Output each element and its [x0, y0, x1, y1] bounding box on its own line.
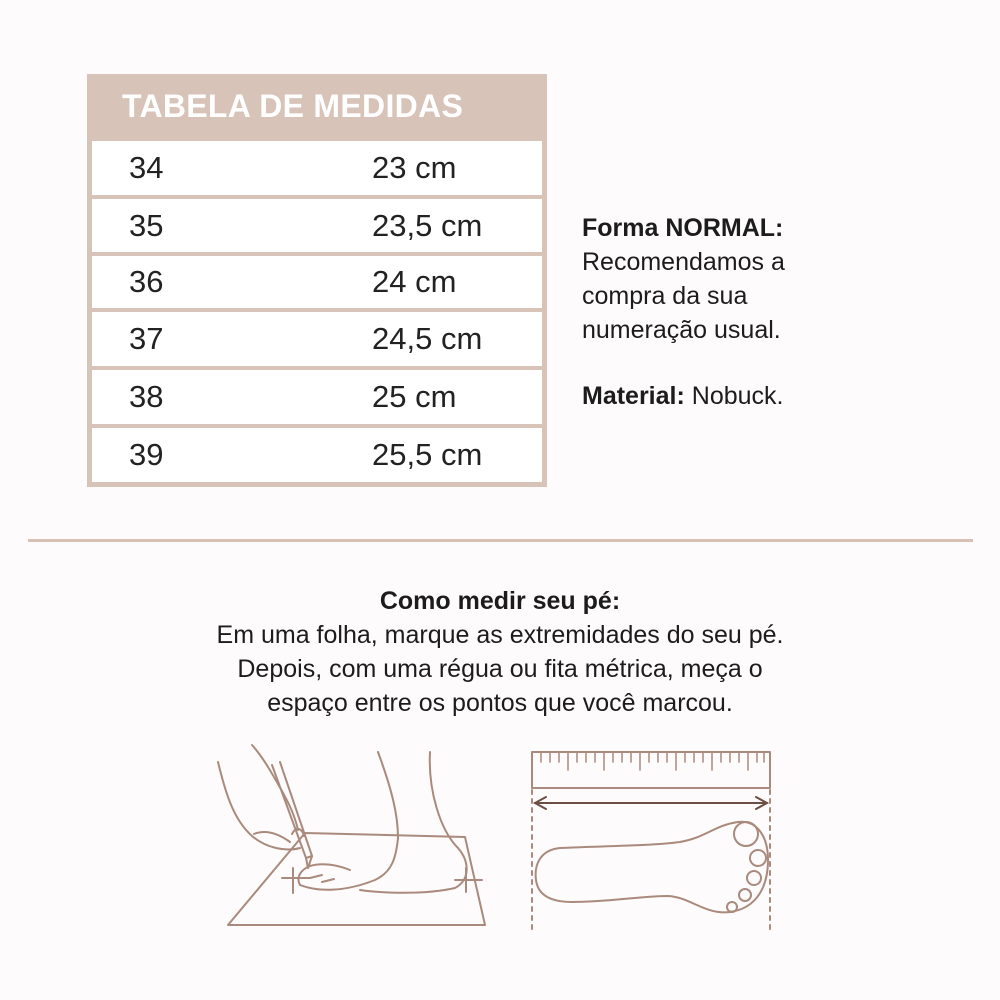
foot-length: 23,5 cm: [372, 207, 483, 243]
size-number: 37: [129, 321, 164, 356]
table-row: [92, 312, 542, 366]
foot-length: 23 cm: [372, 150, 457, 185]
material-info: [582, 379, 982, 413]
material-label: Material:: [582, 382, 685, 410]
howto-line: espaço entre os pontos que você marcou.: [267, 689, 733, 717]
foot-length: 25 cm: [372, 379, 457, 414]
size-table: [87, 74, 547, 487]
size-number: 39: [129, 437, 164, 472]
forma-line: numeração usual.: [582, 316, 781, 344]
section-divider: [28, 539, 973, 542]
measure-arrow-icon: [535, 797, 767, 809]
table-title: TABELA DE MEDIDAS: [122, 87, 464, 124]
table-row: [92, 141, 542, 195]
howto-line: Depois, com uma régua ou fita métrica, meça o: [237, 655, 763, 683]
how-to-measure: [0, 584, 1000, 720]
forma-line: Recomendamos a: [582, 248, 785, 276]
size-number: 35: [129, 207, 164, 243]
table-row: [92, 428, 542, 482]
measuring-illustration: [0, 735, 1000, 940]
foot-length: 24,5 cm: [372, 321, 483, 356]
foot-length: 25,5 cm: [372, 437, 483, 472]
foot-tracing-icon: [218, 745, 485, 925]
size-number: 34: [129, 150, 164, 185]
ruler-footprint-icon: [532, 752, 770, 932]
fit-info: [582, 211, 982, 413]
material-value: Nobuck.: [684, 382, 784, 410]
size-number: 36: [129, 264, 164, 299]
forma-label: Forma NORMAL:: [582, 214, 784, 242]
size-number: 38: [129, 379, 164, 414]
foot-length: 24 cm: [372, 264, 457, 299]
table-row: [92, 256, 542, 308]
table-row: [92, 199, 542, 252]
howto-title: Como medir seu pé:: [379, 587, 621, 615]
table-row: [92, 370, 542, 424]
forma-line: compra da sua: [582, 282, 748, 310]
howto-line: Em uma folha, marque as extremidades do seu pé.: [216, 621, 784, 649]
table-header: [87, 74, 547, 138]
